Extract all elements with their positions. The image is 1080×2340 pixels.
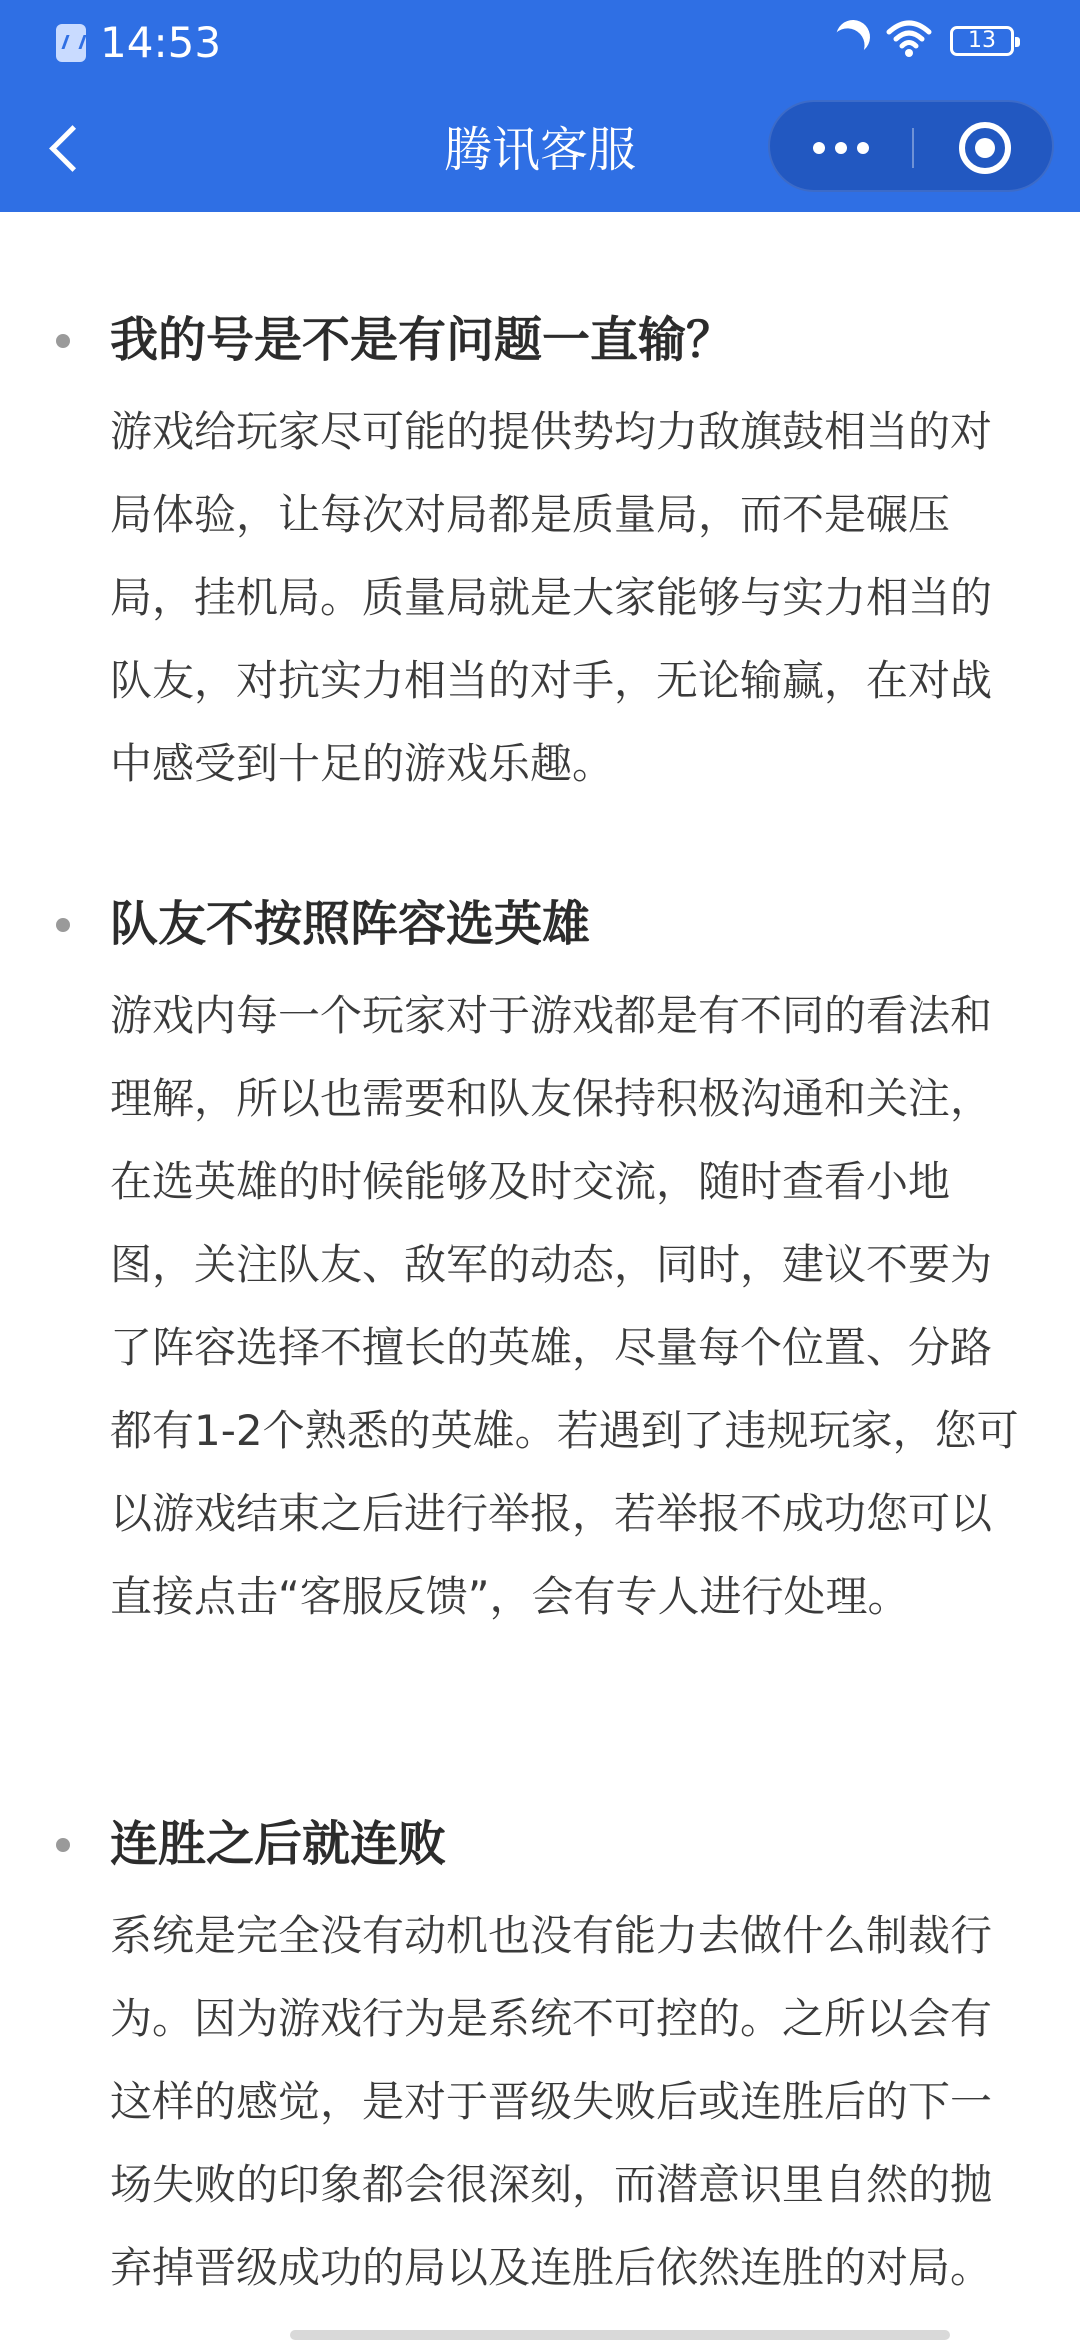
faq-content	[0, 212, 1080, 2340]
more-dots-icon-dot	[835, 142, 847, 154]
faq-answer: 游戏内每一个玩家对于游戏都是有不同的看法和理解，所以也需要和队友保持积极沟通和关注，在选英雄的时候能够及时交流，随时查看小地图，关注队友、敌军的动态，同时，建议不要为了阵容选择不擅长的英雄，尽量每个位置、分路都有1-2个熟悉的英雄。若遇到了违规玩家，您可以游戏结束之后进行举报，若举报不成功您可以直接点击“客服反馈”，会有专人进行处理。	[110, 991, 1019, 1621]
more-button[interactable]	[770, 102, 912, 194]
sim-card-icon	[56, 24, 86, 62]
status-time: 14:53	[100, 18, 222, 67]
faq-question: 连胜之后就连败	[110, 1816, 447, 1872]
faq-question: 我的号是不是有问题一直输？	[110, 312, 735, 368]
back-button[interactable]	[28, 110, 104, 186]
bullet-dot-icon	[56, 918, 70, 932]
app-header	[0, 0, 1080, 212]
wifi-icon	[886, 18, 932, 58]
faq-question: 队友不按照阵容选英雄	[110, 896, 591, 952]
close-mini-program-button[interactable]	[914, 102, 1056, 194]
faq-item	[0, 884, 1080, 1638]
faq-answer: 系统是完全没有动机也没有能力去做什么制裁行为。因为游戏行为是系统不可控的。之所以会有这样的感觉，是对于晋级失败后或连胜后的下一场失败的印象都会很深刻，而潜意识里自然的抛弃掉晋级成功的局以及连胜后依然连胜的对局。	[110, 1911, 993, 2292]
faq-answer: 游戏给玩家尽可能的提供势均力敌旗鼓相当的对局体验，让每次对局都是质量局，而不是碾压局，挂机局。质量局就是大家能够与实力相当的队友，对抗实力相当的对手，无论输赢，在对战中感受到十足的游戏乐趣。	[110, 407, 993, 788]
do-not-disturb-moon-icon	[831, 15, 875, 59]
bullet-dot-icon	[56, 334, 70, 348]
page-title: 腾讯客服	[443, 122, 636, 178]
navigation-bar	[0, 86, 1080, 212]
faq-item	[0, 300, 1080, 805]
more-dots-icon	[813, 142, 825, 154]
bottom-fade-hint	[290, 2330, 950, 2340]
faq-item	[0, 1804, 1080, 2309]
target-circle-icon	[959, 122, 1011, 174]
status-bar	[0, 0, 1080, 86]
more-dots-icon-dot	[857, 142, 869, 154]
mini-program-capsule	[768, 100, 1054, 192]
bullet-dot-icon	[56, 1838, 70, 1852]
battery-icon: 13	[950, 26, 1014, 56]
